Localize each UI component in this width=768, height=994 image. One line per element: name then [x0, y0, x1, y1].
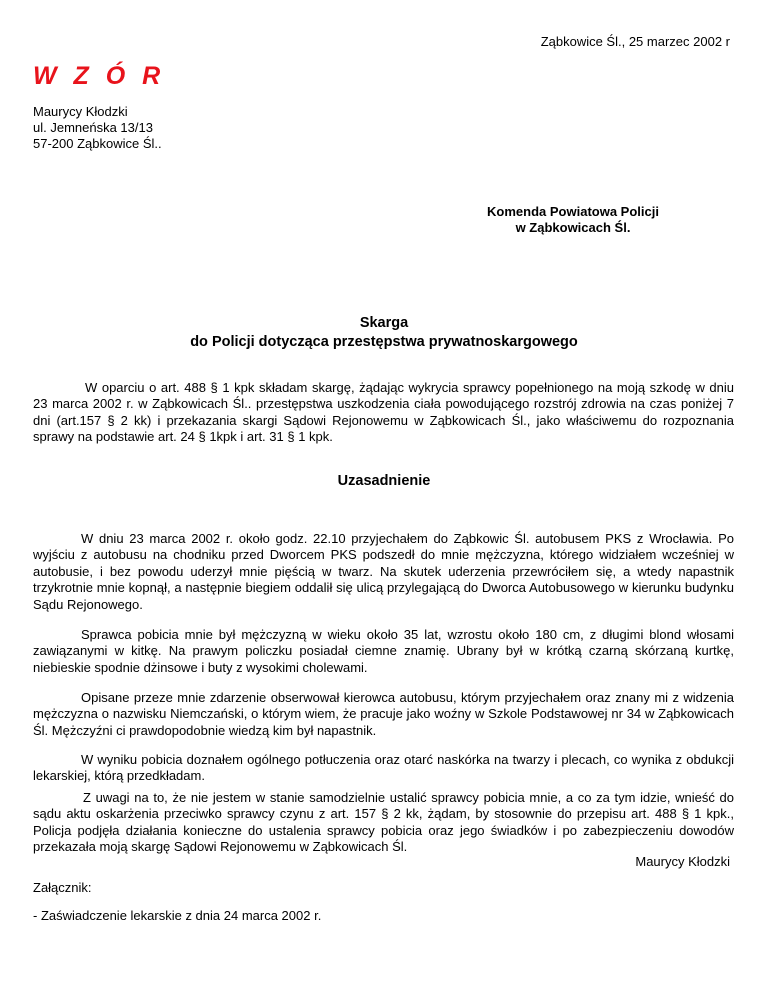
- attachment-item: - Zaświadczenie lekarskie z dnia 24 marca 2002 r.: [33, 908, 322, 923]
- recipient-address: [478, 204, 668, 236]
- recipient-line-2: w Ząbkowicach Śl.: [515, 220, 631, 235]
- justification-heading: Uzasadnienie: [337, 473, 431, 489]
- document-title: [0, 314, 768, 352]
- attachments-label: Załącznik:: [33, 880, 92, 895]
- justification-paragraph-3: Opisane przeze mnie zdarzenie obserwował kierowca autobusu, którym przyjechałem oraz znany mi z widzenia mężczyzna o nazwisku Niemczański, o którym wiem, że pracuje jako woźny w Szkole Podstawowej nr 34 w Ząbkowicach Śl. Mężczyźni ci prawdopodobnie wiedzą kim był napastnik.: [33, 690, 734, 738]
- title-line-1: Skarga: [359, 315, 409, 331]
- intro-paragraph: W oparciu o art. 488 § 1 kpk składam skargę, żądając wykrycia sprawcy popełnionego na moją szkodę w dniu 23 marca 2002 r. w Ząbkowicach Śl.. przestępstwa uszkodzenia ciała powodującego rozstrój zdrowia na czas poniżej 7 dni (art.157 § 2 kk) i przekazania skargi Sądowi Rejonowemu w Ząbkowicach Śl., jako właściwemu do rozpoznania sprawy na podstawie art. 24 § 1kpk i art. 31 § 1 kpk.: [33, 380, 734, 445]
- sender-address: [33, 104, 162, 152]
- title-line-2: do Policji dotycząca przestępstwa prywatnoskargowego: [190, 334, 578, 350]
- justification-paragraph-5: Z uwagi na to, że nie jestem w stanie samodzielnie ustalić sprawcy pobicia mnie, a co za tym idzie, wnieść do sądu aktu oskarżenia przeciwko sprawcy czynu z art. 157 § 2 kk, żądam, by stosownie do przepisu art. 488 § 1 kpk., Policja podjęła działania konieczne do ustalenia sprawcy pobicia oraz jego świadków i po zabezpieczeniu dowodów przekazała moją skargę Sądowi Rejonowemu w Ząbkowicach Śl.: [33, 790, 734, 855]
- sender-street: ul. Jemneńska 13/13: [33, 120, 153, 135]
- justification-paragraph-2: Sprawca pobicia mnie był mężczyzną w wieku około 35 lat, wzrostu około 180 cm, z długimi blond włosami zawiązanymi w kitkę. Na prawym policzku posiadał ciemne znamię. Ubrany był w krótką czarną skórzaną kurtkę, niebieskie spodnie dżinsowe i buty z wysokimi cholewami.: [33, 627, 734, 675]
- sender-name: Maurycy Kłodzki: [33, 104, 128, 119]
- template-stamp: W Z Ó R: [33, 62, 166, 90]
- justification-paragraph-1: W dniu 23 marca 2002 r. około godz. 22.10 przyjechałem do Ząbkowic Śl. autobusem PKS z Wrocławia. Po wyjściu z autobusu na chodniku przed Dworcem PKS podszedł do mnie mężczyzna, którego widziałem wcześniej w autobusie, i bez powodu uderzył mnie pięścią w twarz. Na skutek uderzenia przewróciłem się, a wtedy napastnik trzykrotnie mnie kopnął, a następnie biegiem oddalił się ulicą przylegającą do Dworca Autobusowego w kierunku budynku Sądu Rejonowego.: [33, 531, 734, 612]
- place-date: Ząbkowice Śl., 25 marzec 2002 r: [540, 34, 730, 49]
- justification-paragraph-4: W wyniku pobicia doznałem ogólnego potłuczenia oraz otarć naskórka na twarzy i plecach, co wynika z obdukcji lekarskiej, którą przedkładam.: [33, 752, 734, 784]
- signature: Maurycy Kłodzki: [635, 854, 730, 869]
- sender-city: 57-200 Ząbkowice Śl..: [33, 136, 162, 151]
- recipient-line-1: Komenda Powiatowa Policji: [487, 204, 659, 219]
